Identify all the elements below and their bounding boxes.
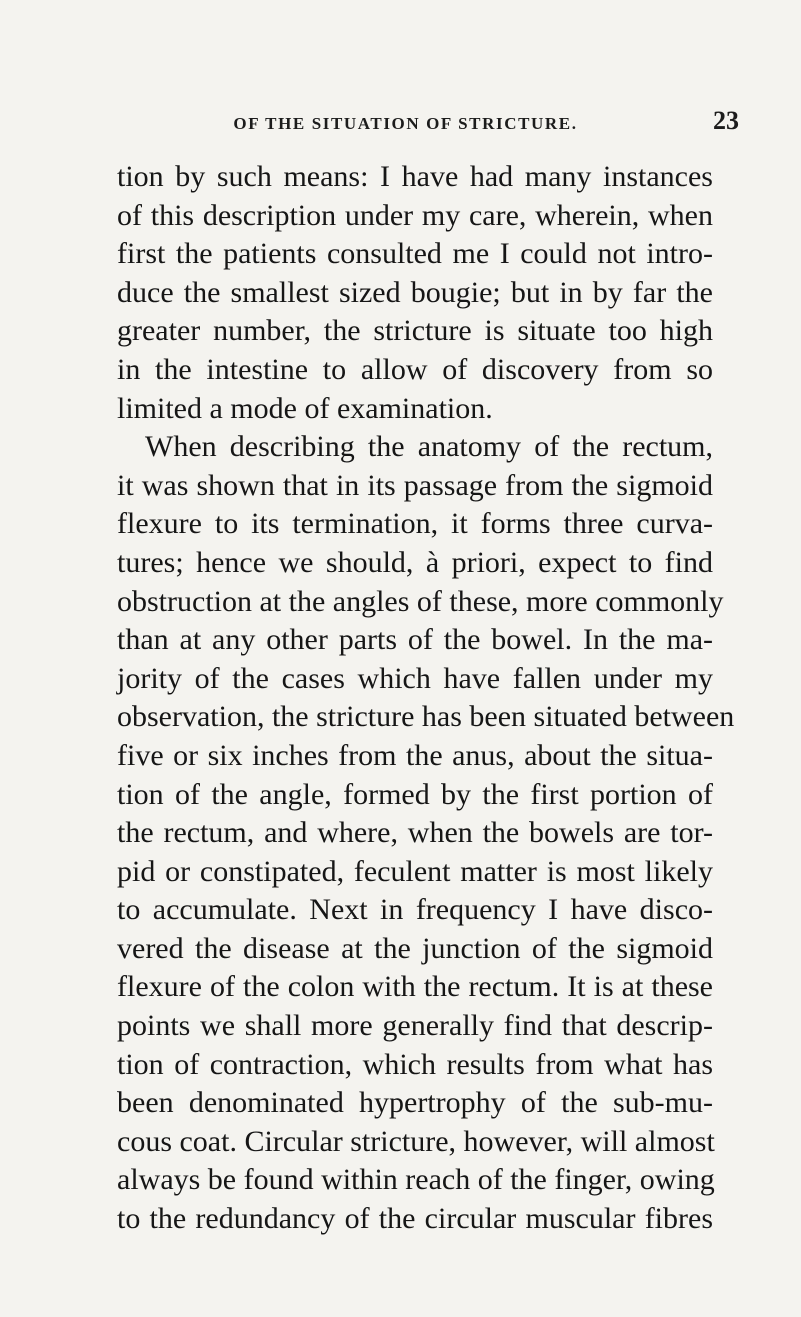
running-title: OF THE SITUATION OF STRICTURE. bbox=[233, 114, 578, 133]
text-line: tion of contraction, which results from what has bbox=[117, 1047, 713, 1081]
text-line: jority of the cases which have fallen under my bbox=[117, 661, 713, 695]
text-line: always be found within reach of the finger, owing bbox=[117, 1163, 715, 1197]
text-line: pid or constipated, feculent matter is most likely bbox=[117, 854, 713, 888]
text-line: it was shown that in its passage from the sigmoid bbox=[117, 468, 713, 502]
text-line: than at any other parts of the bowel. In the ma- bbox=[117, 623, 713, 657]
text-line: tures; hence we should, à priori, expect to find bbox=[117, 545, 713, 579]
text-line: tion of the angle, formed by the first portion of bbox=[117, 777, 713, 811]
text-line: duce the smallest sized bougie; but in by far the bbox=[117, 275, 713, 309]
text-line: five or six inches from the anus, about the situa- bbox=[117, 738, 713, 772]
text-line: in the intestine to allow of discovery from so bbox=[117, 352, 713, 386]
text-line: observation, the stricture has been situated between bbox=[117, 700, 735, 734]
text-line: been denominated hypertrophy of the sub-mu- bbox=[117, 1086, 713, 1120]
text-line: greater number, the stricture is situate too high bbox=[117, 314, 713, 348]
text-line: cous coat. Circular stricture, however, will almost bbox=[117, 1124, 715, 1158]
running-head bbox=[0, 106, 801, 137]
text-line: flexure of the colon with the rectum. It is at these bbox=[117, 970, 713, 1004]
text-line: vered the disease at the junction of the sigmoid bbox=[117, 931, 713, 965]
text-line: of this description under my care, wherein, when bbox=[117, 198, 713, 232]
text-line: the rectum, and where, when the bowels are tor- bbox=[117, 816, 713, 850]
paragraph-end-line: limited a mode of examination. bbox=[117, 391, 493, 425]
body-text bbox=[117, 158, 735, 1239]
text-line: tion by such means: I have had many instances bbox=[117, 160, 713, 193]
paragraph-start-line: When describing the anatomy of the rectum, bbox=[145, 430, 713, 464]
text-line: obstruction at the angles of these, more commonly bbox=[117, 584, 724, 618]
text-line: first the patients consulted me I could not intro- bbox=[117, 237, 713, 271]
text-line: flexure to its termination, it forms three curva- bbox=[117, 507, 713, 541]
text-line: points we shall more generally find that descrip- bbox=[117, 1009, 713, 1043]
text-line: to accumulate. Next in frequency I have disco- bbox=[117, 893, 713, 927]
text-line: to the redundancy of the circular muscular fibres bbox=[117, 1202, 713, 1236]
page-number: 23 bbox=[713, 106, 739, 135]
